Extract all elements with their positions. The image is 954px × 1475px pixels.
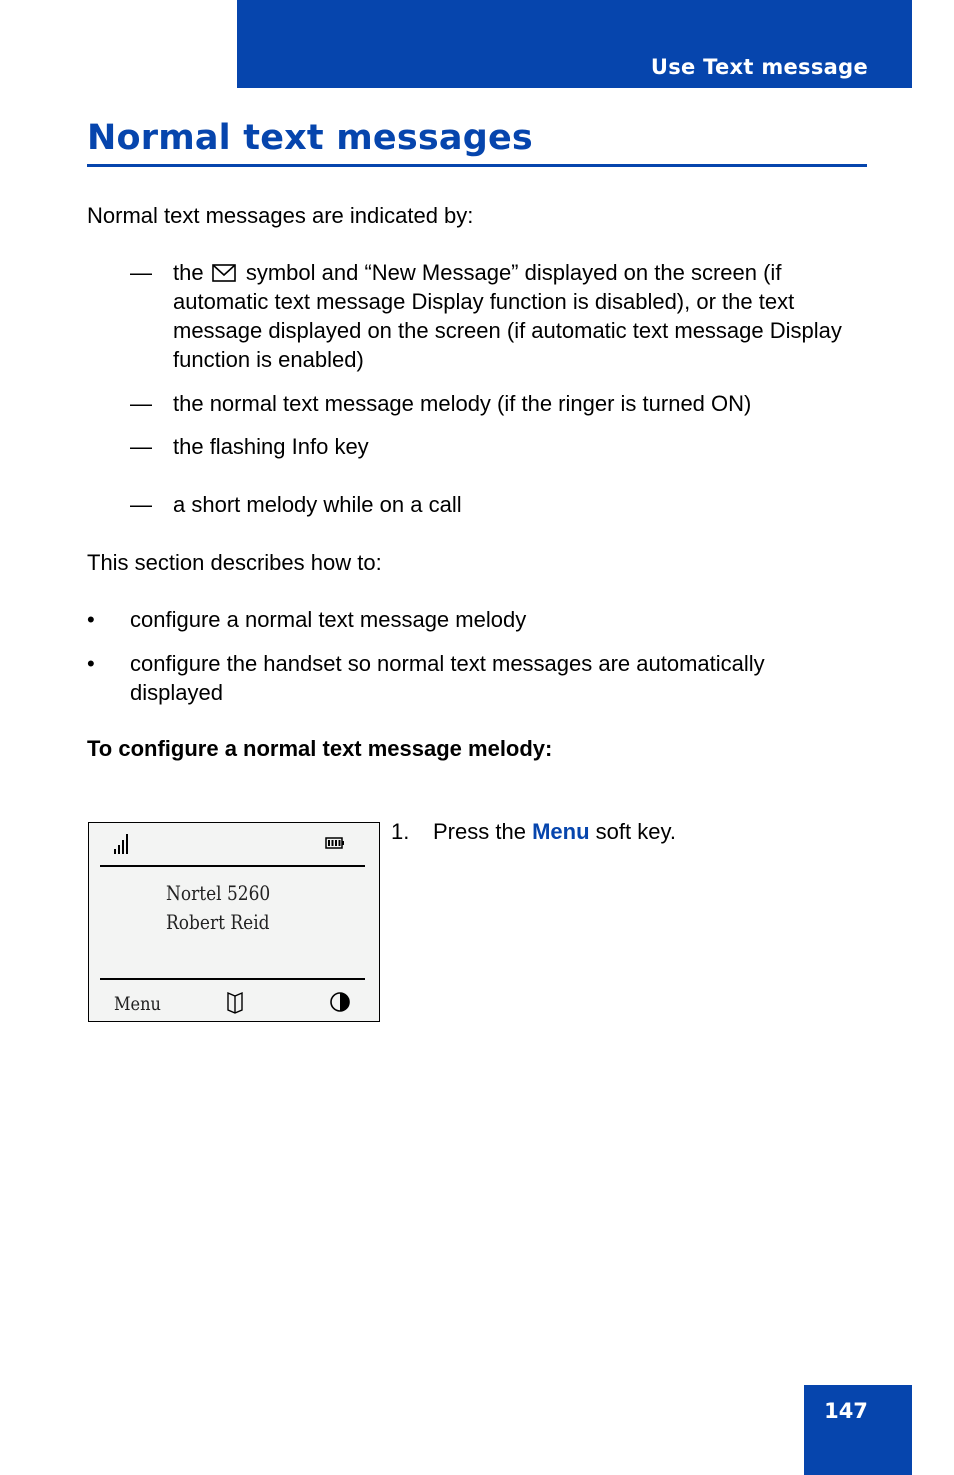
menu-softkey-label: Menu — [114, 993, 161, 1015]
phone-display — [88, 822, 380, 1022]
bullet-text: configure a normal text message melody — [130, 607, 527, 632]
dash-mark: — — [130, 260, 152, 285]
indicator-text: the flashing Info key — [173, 434, 369, 459]
intro-text: Normal text messages are indicated by: — [87, 203, 474, 228]
bullet-mark: • — [87, 651, 95, 676]
contrast-icon — [329, 990, 351, 1014]
step-text-before: Press the — [433, 819, 526, 844]
indicator-text: symbol and “New Message” displayed on the screen (if automatic text message Display function is disabled), or the text message displayed on the screen (if automatic text message Display function is enabled) — [173, 260, 842, 372]
menu-key-label: Menu — [532, 819, 590, 844]
section-intro: This section describes how to: — [87, 550, 382, 575]
page-number: 147 — [824, 1399, 868, 1423]
dash-mark: — — [130, 434, 152, 459]
indicator-prefix: the — [173, 260, 204, 285]
procedure-heading: To configure a normal text message melody: — [87, 736, 553, 761]
step-text-after: soft key. — [595, 819, 676, 844]
dash-mark: — — [130, 492, 152, 517]
dash-mark: — — [130, 391, 152, 416]
battery-icon — [325, 836, 345, 850]
display-top-rule — [100, 865, 365, 867]
indicator-text: a short melody while on a call — [173, 492, 462, 517]
section-header-title: Use Text message — [650, 55, 868, 79]
step-number: 1. — [391, 819, 410, 844]
display-line-1: Nortel 5260 — [166, 881, 271, 905]
phonebook-icon — [226, 990, 244, 1014]
bullet-text: configure the handset so normal text messages are automatically displayed — [130, 651, 765, 705]
title-divider — [87, 164, 867, 167]
page-title: Normal text messages — [87, 118, 533, 158]
display-bottom-rule — [100, 978, 365, 980]
signal-icon — [113, 833, 131, 855]
display-line-2: Robert Reid — [166, 910, 270, 934]
indicator-text: the normal text message melody (if the ringer is turned ON) — [173, 391, 752, 416]
bullet-mark: • — [87, 607, 95, 632]
header-band — [237, 0, 912, 88]
envelope-icon — [212, 264, 236, 282]
page-number-box — [804, 1385, 912, 1475]
